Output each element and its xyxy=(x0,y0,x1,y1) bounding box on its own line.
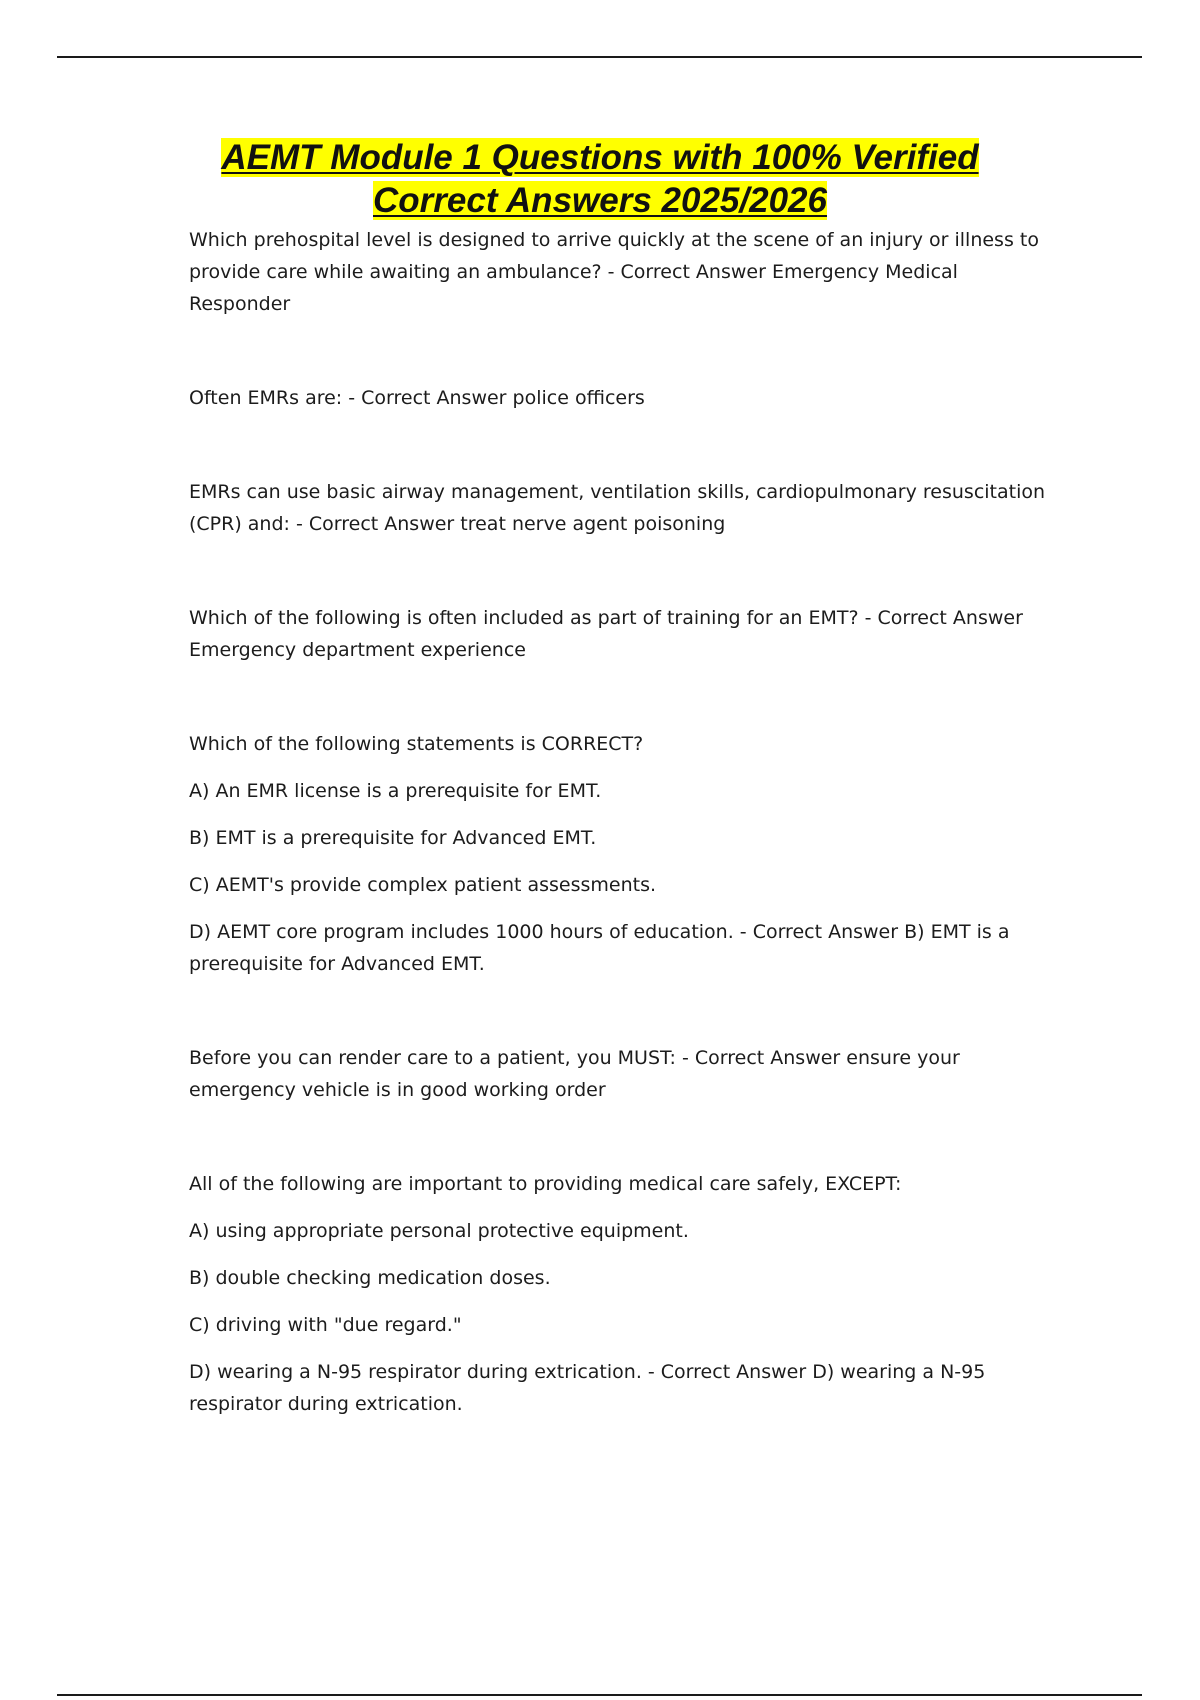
spacer xyxy=(189,854,1059,869)
qa-item-7-option-d: D) wearing a N-95 respirator during extrication. - Correct Answer D) wearing a N-95 respirator during extrication. xyxy=(189,1361,986,1415)
spacer xyxy=(189,807,1059,822)
top-rule xyxy=(57,56,1142,58)
spacer xyxy=(189,1247,1059,1262)
title-line-1: AEMT Module 1 Questions with 100% Verified xyxy=(221,138,979,177)
qa-item-1: Which prehospital level is designed to arrive quickly at the scene of an injury or illness to provide care while awaiting an ambulance? - Correct Answer Emergency Medical Responder xyxy=(189,229,1039,315)
spacer xyxy=(189,540,1059,602)
spacer xyxy=(189,1200,1059,1215)
document-body xyxy=(189,224,1059,1420)
title-line-2: Correct Answers 2025/2026 xyxy=(373,181,827,220)
spacer xyxy=(189,760,1059,775)
spacer xyxy=(189,320,1059,382)
spacer xyxy=(189,980,1059,1042)
qa-item-7-option-c: C) driving with "due regard." xyxy=(189,1314,462,1336)
document-title xyxy=(150,136,1050,222)
qa-item-2: Often EMRs are: - Correct Answer police officers xyxy=(189,387,645,409)
qa-item-7-question: All of the following are important to providing medical care safely, EXCEPT: xyxy=(189,1173,902,1195)
spacer xyxy=(189,414,1059,476)
spacer xyxy=(189,901,1059,916)
qa-item-5-option-a: A) An EMR license is a prerequisite for EMT. xyxy=(189,780,602,802)
bottom-rule xyxy=(57,1694,1142,1696)
qa-item-7-option-a: A) using appropriate personal protective equipment. xyxy=(189,1220,689,1242)
qa-item-5-option-c: C) AEMT's provide complex patient assessments. xyxy=(189,874,657,896)
qa-item-5-option-b: B) EMT is a prerequisite for Advanced EMT. xyxy=(189,827,597,849)
qa-item-3: EMRs can use basic airway management, ventilation skills, cardiopulmonary resuscitation (CPR) and: - Correct Answer treat nerve agent poisoning xyxy=(189,481,1046,535)
spacer xyxy=(189,1341,1059,1356)
qa-item-6: Before you can render care to a patient, you MUST: - Correct Answer ensure your emergency vehicle is in good working order xyxy=(189,1047,960,1101)
spacer xyxy=(189,666,1059,728)
qa-item-5-question: Which of the following statements is CORRECT? xyxy=(189,733,644,755)
spacer xyxy=(189,1106,1059,1168)
qa-item-4: Which of the following is often included as part of training for an EMT? - Correct Answer Emergency department experience xyxy=(189,607,1023,661)
qa-item-5-option-d: D) AEMT core program includes 1000 hours of education. - Correct Answer B) EMT is a prerequisite for Advanced EMT. xyxy=(189,921,1010,975)
spacer xyxy=(189,1294,1059,1309)
qa-item-7-option-b: B) double checking medication doses. xyxy=(189,1267,551,1289)
